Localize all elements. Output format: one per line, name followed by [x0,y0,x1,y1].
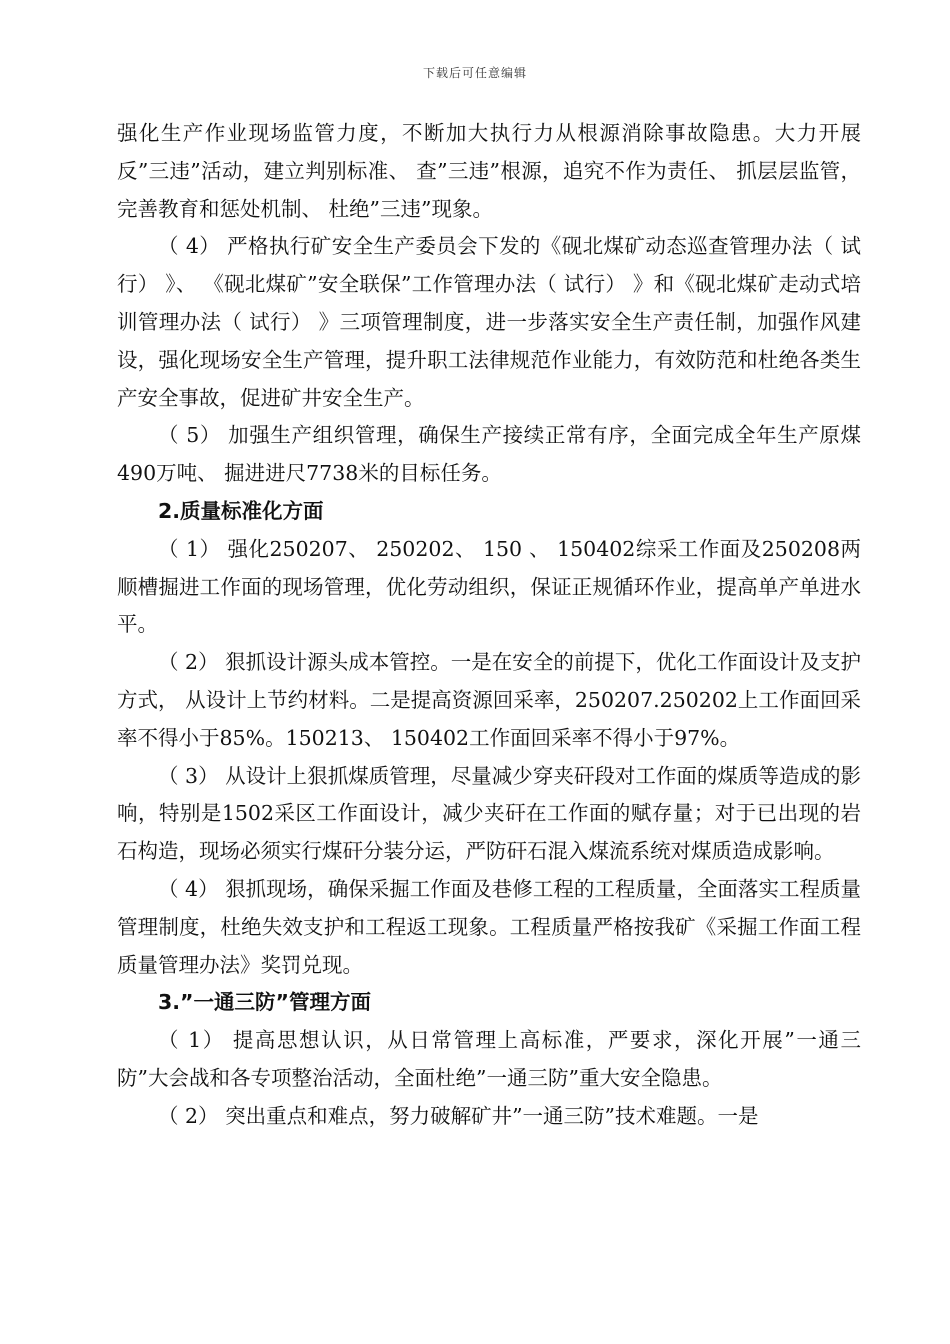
paragraph-quality-1: （ 1） 强化250207、 250202、 150 、 150402综采工作面及250208两顺槽掘进工作面的现场管理，优化劳动组织，保证正规循环作业，提高单产单进水平。 [117,536,861,637]
paragraph-ventilation-1: （ 1） 提高思想认识，从日常管理上高标准，严要求，深化开展”一通三防”大会战和各专项整治活动，全面杜绝”一通三防”重大安全隐患。 [117,1028,861,1090]
paragraph-quality-3: （ 3） 从设计上狠抓煤质管理，尽量减少穿夹矸段对工作面的煤质等造成的影响，特别是1502采区工作面设计，减少夹矸在工作面的赋存量；对于已出现的岩石构造，现场必须实行煤矸分装分运，严防矸石混入煤流系统对煤质造成影响。 [117,763,861,864]
page-header-note: 下载后可任意编辑 [422,66,527,80]
paragraph-item-5: （ 5） 加强生产组织管理，确保生产接续正常有序，全面完成全年生产原煤490万吨、 掘进进尺7738米的目标任务。 [117,423,861,486]
paragraph-continuation: 强化生产作业现场监管力度，不断加大执行力从根源消除事故隐患。大力开展反”三违”活动，建立判别标准、 查”三违”根源，追究不作为责任、 抓层层监管，完善教育和惩处机制、 杜绝”三违”现象。 [117,121,861,221]
section-heading-ventilation: 3.”一通三防”管理方面 [158,990,371,1015]
document-body [117,115,861,1136]
section-heading-quality: 2.质量标准化方面 [158,498,324,523]
paragraph-item-4: （ 4） 严格执行矿安全生产委员会下发的《砚北煤矿动态巡查管理办法（ 试行） 》、 《砚北煤矿”安全联保”工作管理办法（ 试行） 》和《砚北煤矿走动式培训管理办法（ 试行） 》三项管理制度，进一步落实安全生产责任制，加强作风建设，强化现场安全生产管理，提升职工法律规范作业能力，有效防范和杜绝各类生产安全事故，促进矿井安全生产。 [117,234,861,410]
paragraph-quality-2: （ 2） 狠抓设计源头成本管控。一是在安全的前提下，优化工作面设计及支护方式， 从设计上节约材料。二是提高资源回采率，250207.250202上工作面回采率不得小于85%。150213、 150402工作面回采率不得小于97%。 [117,650,861,750]
paragraph-quality-4: （ 4） 狠抓现场，确保采掘工作面及巷修工程的工程质量，全面落实工程质量管理制度，杜绝失效支护和工程返工现象。工程质量严格按我矿《采掘工作面工程质量管理办法》奖罚兑现。 [117,876,861,977]
paragraph-ventilation-2: （ 2） 突出重点和难点，努力破解矿井”一通三防”技术难题。一是 [158,1103,759,1128]
